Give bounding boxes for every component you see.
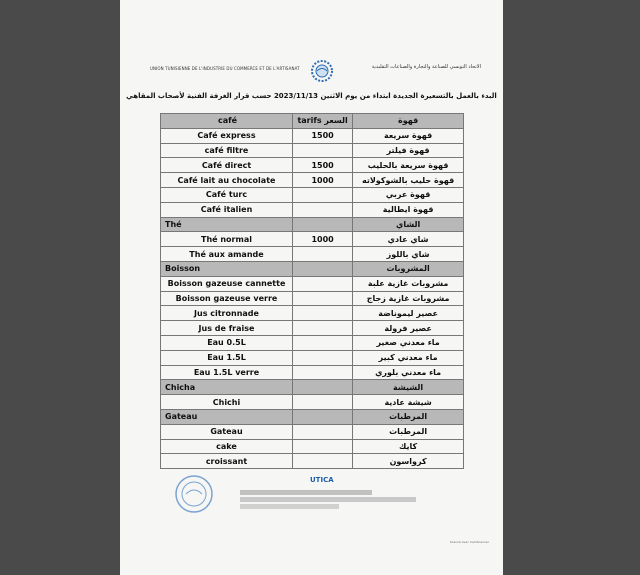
table-row: [161, 128, 464, 143]
cell-fr: Thé normal: [161, 232, 293, 247]
cell-ar: عصير فرولة: [353, 321, 464, 336]
section-row: [161, 409, 464, 424]
cell-fr: Café direct: [161, 158, 293, 173]
cell-price: [293, 365, 353, 380]
table-row: [161, 306, 464, 321]
table-row: [161, 158, 464, 173]
cell-price: [293, 306, 353, 321]
cell-price: [293, 247, 353, 262]
cell-price: [293, 409, 353, 424]
cell-ar: مشروبات غازية علبة: [353, 276, 464, 291]
cell-fr: Boisson gazeuse cannette: [161, 276, 293, 291]
scanner-watermark: Scanné avec CamScanner: [449, 540, 489, 544]
header-ar: قهوة: [353, 114, 464, 129]
table-row: [161, 232, 464, 247]
cell-price: 1000: [293, 173, 353, 188]
cell-price: [293, 439, 353, 454]
cell-ar: المشروبات: [353, 261, 464, 276]
table-row: [161, 276, 464, 291]
cell-ar: قهوة ايطالية: [353, 202, 464, 217]
cell-ar: ماء معدني كبير: [353, 350, 464, 365]
cell-fr: cake: [161, 439, 293, 454]
page-title: البدء بالعمل بالتسعيرة الجديدة ابتداء من يوم الاثنين 2023/11/13 حسب قرار الغرفة الفنية لأصحاب المقاهي: [126, 92, 497, 100]
cell-price: 1000: [293, 232, 353, 247]
table-header-row: [161, 114, 464, 129]
section-row: [161, 380, 464, 395]
section-row: [161, 217, 464, 232]
cell-fr: Chichi: [161, 395, 293, 410]
cell-ar: ماء معدني بلوري: [353, 365, 464, 380]
utica-seal-icon: [174, 474, 214, 514]
table-row: [161, 291, 464, 306]
table-row: [161, 173, 464, 188]
utica-gear-logo-icon: [307, 58, 337, 84]
cell-fr: Gateau: [161, 424, 293, 439]
cell-fr: Jus citronnade: [161, 306, 293, 321]
cell-price: [293, 187, 353, 202]
cell-fr: Boisson: [161, 261, 293, 276]
cell-fr: Café lait au chocolate: [161, 173, 293, 188]
cell-price: [293, 424, 353, 439]
cell-price: 1500: [293, 158, 353, 173]
cell-fr: Eau 0.5L: [161, 335, 293, 350]
table-row: [161, 202, 464, 217]
price-table: [160, 113, 464, 469]
cell-price: [293, 380, 353, 395]
table-row: [161, 395, 464, 410]
table-row: [161, 454, 464, 469]
cell-ar: قهوة حليب بالشوكولاته: [353, 173, 464, 188]
cell-ar: عصير ليموناضة: [353, 306, 464, 321]
cell-fr: Chicha: [161, 380, 293, 395]
cell-ar: قهوة سريعة: [353, 128, 464, 143]
cell-ar: كرواسون: [353, 454, 464, 469]
cell-ar: المرطبات: [353, 409, 464, 424]
table-row: [161, 350, 464, 365]
cell-fr: Eau 1.5L verre: [161, 365, 293, 380]
header-price: tarifs السعر: [293, 114, 353, 129]
footer-address-line: [240, 497, 460, 502]
cell-ar: الشاي: [353, 217, 464, 232]
cell-price: [293, 291, 353, 306]
cell-fr: Gateau: [161, 409, 293, 424]
cell-price: 1500: [293, 128, 353, 143]
header-fr: café: [161, 114, 293, 129]
cell-fr: croissant: [161, 454, 293, 469]
footer-address-line: [240, 504, 460, 509]
cell-price: [293, 143, 353, 158]
table-row: [161, 321, 464, 336]
cell-ar: قهوة عربي: [353, 187, 464, 202]
cell-price: [293, 261, 353, 276]
cell-fr: Café express: [161, 128, 293, 143]
cell-fr: Café italien: [161, 202, 293, 217]
cell-ar: شيشة عادية: [353, 395, 464, 410]
footer: [160, 474, 480, 534]
cell-price: [293, 350, 353, 365]
cell-ar: قهوة سريعة بالحليب: [353, 158, 464, 173]
org-name-ar: الاتحاد التونسي للصناعة والتجارة والصناعات التقليدية: [371, 64, 481, 70]
table-row: [161, 335, 464, 350]
cell-fr: Eau 1.5L: [161, 350, 293, 365]
cell-price: [293, 395, 353, 410]
footer-address-line: [240, 490, 460, 495]
cell-fr: Café turc: [161, 187, 293, 202]
footer-brand: UTICA: [310, 476, 334, 484]
cell-price: [293, 276, 353, 291]
section-row: [161, 261, 464, 276]
table-row: [161, 247, 464, 262]
cell-ar: الشيشة: [353, 380, 464, 395]
table-row: [161, 143, 464, 158]
cell-price: [293, 335, 353, 350]
table-row: [161, 365, 464, 380]
table-row: [161, 424, 464, 439]
document-page: [120, 0, 503, 575]
cell-fr: Jus de fraise: [161, 321, 293, 336]
cell-ar: ماء معدني صغير: [353, 335, 464, 350]
cell-ar: كايك: [353, 439, 464, 454]
cell-fr: Thé: [161, 217, 293, 232]
cell-price: [293, 202, 353, 217]
cell-ar: شاي باللوز: [353, 247, 464, 262]
cell-fr: Boisson gazeuse verre: [161, 291, 293, 306]
cell-price: [293, 217, 353, 232]
letterhead: [132, 58, 489, 86]
org-name-fr: UNION TUNISIENNE DE L'INDUSTRIE DU COMMERCE ET DE L'ARTISANAT: [150, 66, 300, 71]
table-row: [161, 439, 464, 454]
cell-ar: المرطبات: [353, 424, 464, 439]
cell-price: [293, 321, 353, 336]
cell-ar: قهوة فيلتر: [353, 143, 464, 158]
cell-fr: café filtre: [161, 143, 293, 158]
cell-fr: Thé aux amande: [161, 247, 293, 262]
cell-ar: شاي عادي: [353, 232, 464, 247]
cell-ar: مشروبات غازية زجاج: [353, 291, 464, 306]
cell-price: [293, 454, 353, 469]
table-row: [161, 187, 464, 202]
